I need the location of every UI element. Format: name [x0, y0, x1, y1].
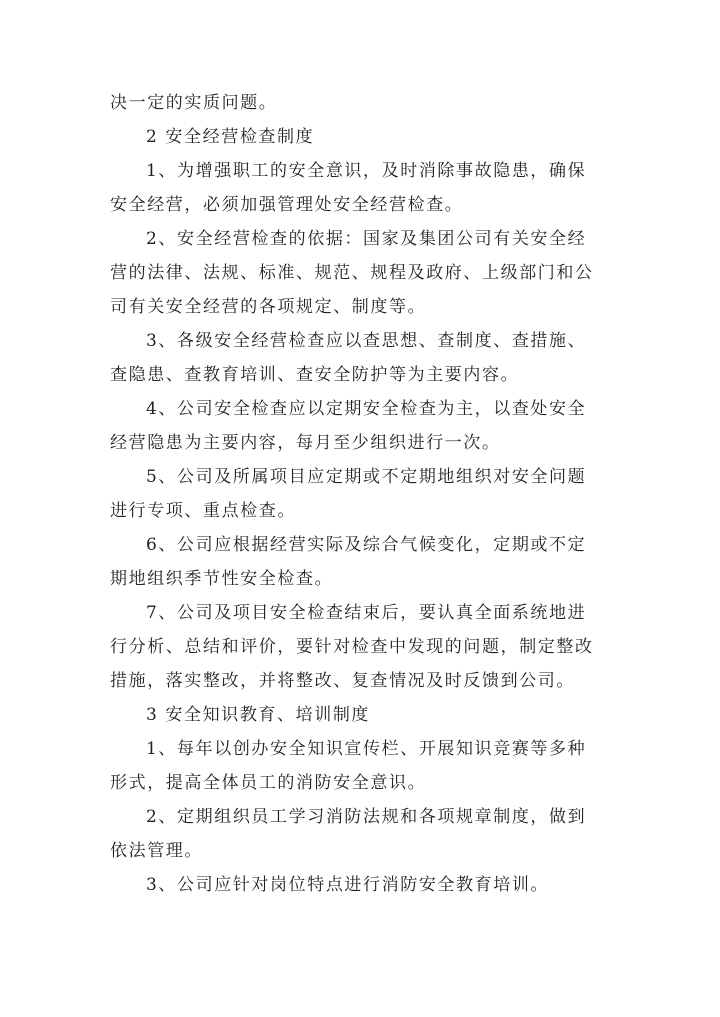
text-line: 形式，提高全体员工的消防安全意识。	[110, 773, 427, 793]
text-line: 6、公司应根据经营实际及综合气候变化，定期或不定	[146, 535, 587, 555]
text-line: 安全经营，必须加强管理处安全经营检查。	[110, 195, 464, 215]
section-heading: 3 安全知识教育、培训制度	[146, 705, 371, 725]
text-line: 3、各级安全经营检查应以查思想、查制度、查措施、	[146, 331, 587, 351]
text-line: 期地组织季节性安全检查。	[110, 569, 334, 589]
text-line: 行分析、总结和评价，要针对检查中发现的问题，制定整改	[110, 637, 594, 657]
document-body	[110, 86, 610, 902]
text-line: 进行专项、重点检查。	[110, 501, 296, 521]
text-line: 措施，落实整改，并将整改、复查情况及时反馈到公司。	[110, 671, 575, 691]
text-line: 营的法律、法规、标准、规范、规程及政府、上级部门和公	[110, 263, 594, 283]
text-line: 5、公司及所属项目应定期或不定期地组织对安全问题	[146, 467, 587, 487]
text-line: 司有关安全经营的各项规定、制度等。	[110, 297, 427, 317]
text-line: 4、公司安全检查应以定期安全检查为主，以查处安全	[146, 399, 587, 419]
text-line: 1、为增强职工的安全意识，及时消除事故隐患，确保	[146, 161, 587, 181]
text-line: 经营隐患为主要内容，每月至少组织进行一次。	[110, 433, 501, 453]
text-line: 3、公司应针对岗位特点进行消防安全教育培训。	[146, 875, 550, 895]
section-heading: 2 安全经营检查制度	[146, 127, 315, 147]
text-line: 2、安全经营检查的依据：国家及集团公司有关安全经	[146, 229, 587, 249]
text-line: 决一定的实质问题。	[110, 93, 278, 113]
text-line: 依法管理。	[110, 841, 203, 861]
text-line: 1、每年以创办安全知识宣传栏、开展知识竞赛等多种	[146, 739, 587, 759]
text-line: 2、定期组织员工学习消防法规和各项规章制度，做到	[146, 807, 587, 827]
text-line: 查隐患、查教育培训、查安全防护等为主要内容。	[110, 365, 520, 385]
text-line: 7、公司及项目安全检查结束后，要认真全面系统地进	[146, 603, 587, 623]
